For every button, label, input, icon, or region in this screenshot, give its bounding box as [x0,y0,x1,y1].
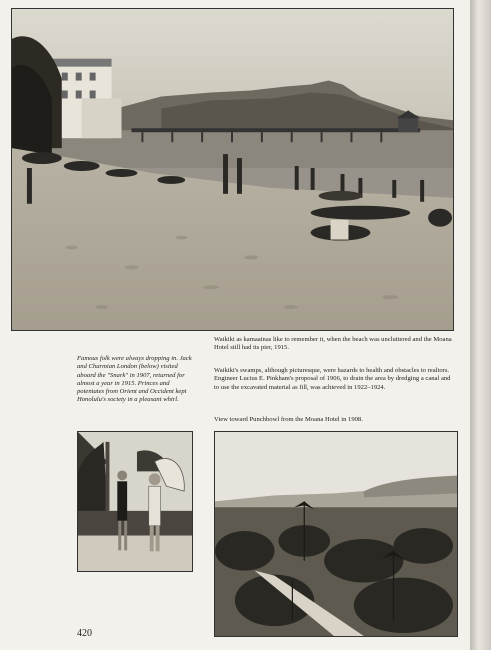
punchbowl-view-photo [214,431,458,637]
waikiki-caption: Waikiki as kamaainas like to remember it, when the beach was uncluttered and the Moana Hotel still had its pier, 1915. [214,336,452,352]
page-number: 420 [77,628,92,639]
london-couple-photo [77,431,193,572]
waikiki-beach-photo [11,8,454,331]
next-page-edge [470,0,491,650]
london-caption: Famous folk were always dropping in. Jack and Charmian London (below) visited aboard the "Snark" in 1907, returned for almost a year in 1915. Princes and potentates from Orient and Occident kept Honolulu's society in a pleasant whirl. [77,355,192,404]
punchbowl-caption: View toward Punchbowl from the Moana Hotel in 1908. [214,416,363,423]
swamps-caption: Waikiki's swamps, although picturesque, were hazards to health and obstacles to realtors. Engineer Lucius E. Pinkham's proposal of 1906, to drain the area by dredging a canal and to use the excavated material as fill, was achieved in 1922–1924. [214,367,451,391]
